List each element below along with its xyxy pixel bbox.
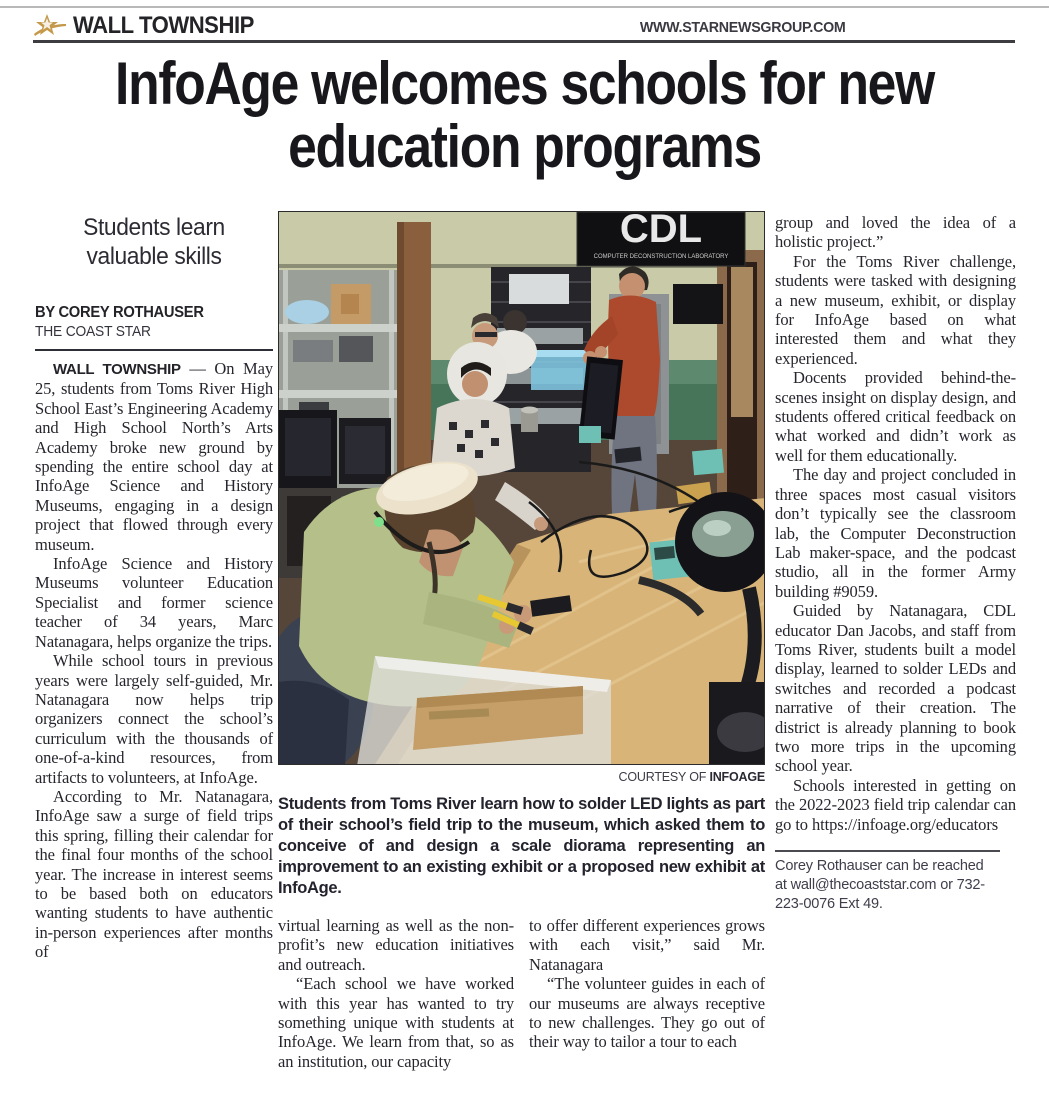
dateline: WALL TOWNSHIP — [53, 361, 181, 378]
photo-credit — [278, 770, 765, 784]
paragraph: virtual learning as well as the non-profit’s new education initiatives and outreach. — [278, 916, 514, 974]
paragraph: InfoAge Science and History Museums volunteer Education Specialist and former science teacher of 34 years, Marc Natanagara, helps organize the trips. — [35, 554, 273, 651]
section-brand — [33, 12, 270, 40]
contact-block — [775, 850, 1000, 913]
masthead — [33, 12, 1015, 40]
website-url: WWW.STARNEWSGROUP.COM — [639, 19, 845, 36]
top-hairline — [0, 6, 1049, 8]
paragraph — [35, 359, 273, 554]
paragraph: While school tours in previous years were largely self-guided, Mr. Natanagara now helps trip organizers connect the school’s curriculum with the thousands of one-of-a-kind resources, from artifacts to volunteers, at InfoAge. — [35, 651, 273, 787]
paragraph: For the Toms River challenge, students were tasked with designing a new museum, exhibit, or display for InfoAge based on what interested them and what they experienced. — [775, 251, 1016, 368]
paragraph: The day and project concluded in three spaces most casual visitors don’t typically see the classroom lab, the Computer Deconstruction Lab maker-space, and the podcast studio, all in the former Army building #9059. — [775, 465, 1016, 601]
contact-text: Corey Rothauser can be reached at wall@thecoaststar.com or 732-223-0076 Ext 49. — [775, 857, 985, 912]
paragraph: According to Mr. Natanagara, InfoAge saw a surge of field trips this spring, filling their calendar for the final four months of the school year. The increase in interest seems to be based both on educators wanting students to have authentic in-person experiences after months of — [35, 786, 273, 962]
star-logo-icon — [33, 12, 67, 40]
photo-caption: Students from Toms River learn how to solder LED lights as part of their school’s field trip to the museum, which asked them to conceive of and design a scale diorama representing an improvement to an existing exhibit or a proposed new exhibit at InfoAge. — [278, 795, 765, 897]
publication-name: THE COAST STAR — [35, 323, 151, 340]
continuation-columns — [278, 916, 765, 1071]
left-column-body — [35, 359, 273, 962]
middle-column-1 — [278, 916, 514, 1071]
contact-rule — [775, 850, 1000, 852]
paragraph: Guided by Natanagara, CDL educator Dan Jacobs, and staff from Toms River, students built a model display, learned to solder LEDs and switches and recorded a podcast narrative of their creation. The district is already planning to book two more trips in the upcoming school year. — [775, 601, 1016, 776]
photo-illustration — [279, 212, 765, 765]
credit-name: INFOAGE — [709, 770, 765, 784]
right-column-body — [775, 213, 1016, 834]
byline-block — [35, 304, 273, 340]
article-photo — [278, 211, 765, 765]
subhead: Students learn valuable skills — [83, 214, 225, 270]
middle-column-2 — [529, 916, 765, 1071]
cdl-banner-text: CDL — [619, 212, 703, 251]
right-column — [775, 213, 1016, 913]
section-title: WALL TOWNSHIP — [73, 12, 254, 39]
paragraph: Schools interested in getting on the 2022-2023 field trip calendar can go to https://infoage.org/educators — [775, 775, 1016, 834]
headline-line1: InfoAge welcomes schools for new — [115, 50, 934, 117]
center-column — [278, 211, 765, 1071]
headline-line2: education programs — [288, 113, 761, 180]
article-headline — [73, 52, 975, 178]
byline-rule — [35, 349, 273, 351]
paragraph: “The volunteer guides in each of our museums are always receptive to new challenges. They go out of their way to tailor a tour to each — [529, 974, 765, 1052]
paragraph: Docents provided behind-the-scenes insight on display design, and students offered critical feedback on what worked and didn’t work as well for them educationally. — [775, 368, 1016, 465]
left-column — [35, 213, 273, 962]
masthead-rule — [33, 40, 1015, 43]
paragraph-text: — On May 25, students from Toms River High School East’s Engineering Academy and High School North’s Arts Academy broke new ground by spending the entire school day at InfoAge Science and History Museums, engaging in a design project that flowed through every museum. — [35, 359, 273, 554]
cdl-banner-subtext: COMPUTER DECONSTRUCTION LABORATORY — [593, 254, 729, 260]
paragraph: to offer different experiences grows with each visit,” said Mr. Natanagara — [529, 916, 765, 974]
paragraph: “Each school we have worked with this year has wanted to try something unique with students at InfoAge. We learn from that, so as an institution, our capacity — [278, 974, 514, 1071]
byline: BY COREY ROTHAUSER — [35, 304, 204, 321]
paragraph: group and loved the idea of a holistic project.” — [775, 213, 1016, 252]
credit-prefix: COURTESY OF — [618, 770, 710, 784]
